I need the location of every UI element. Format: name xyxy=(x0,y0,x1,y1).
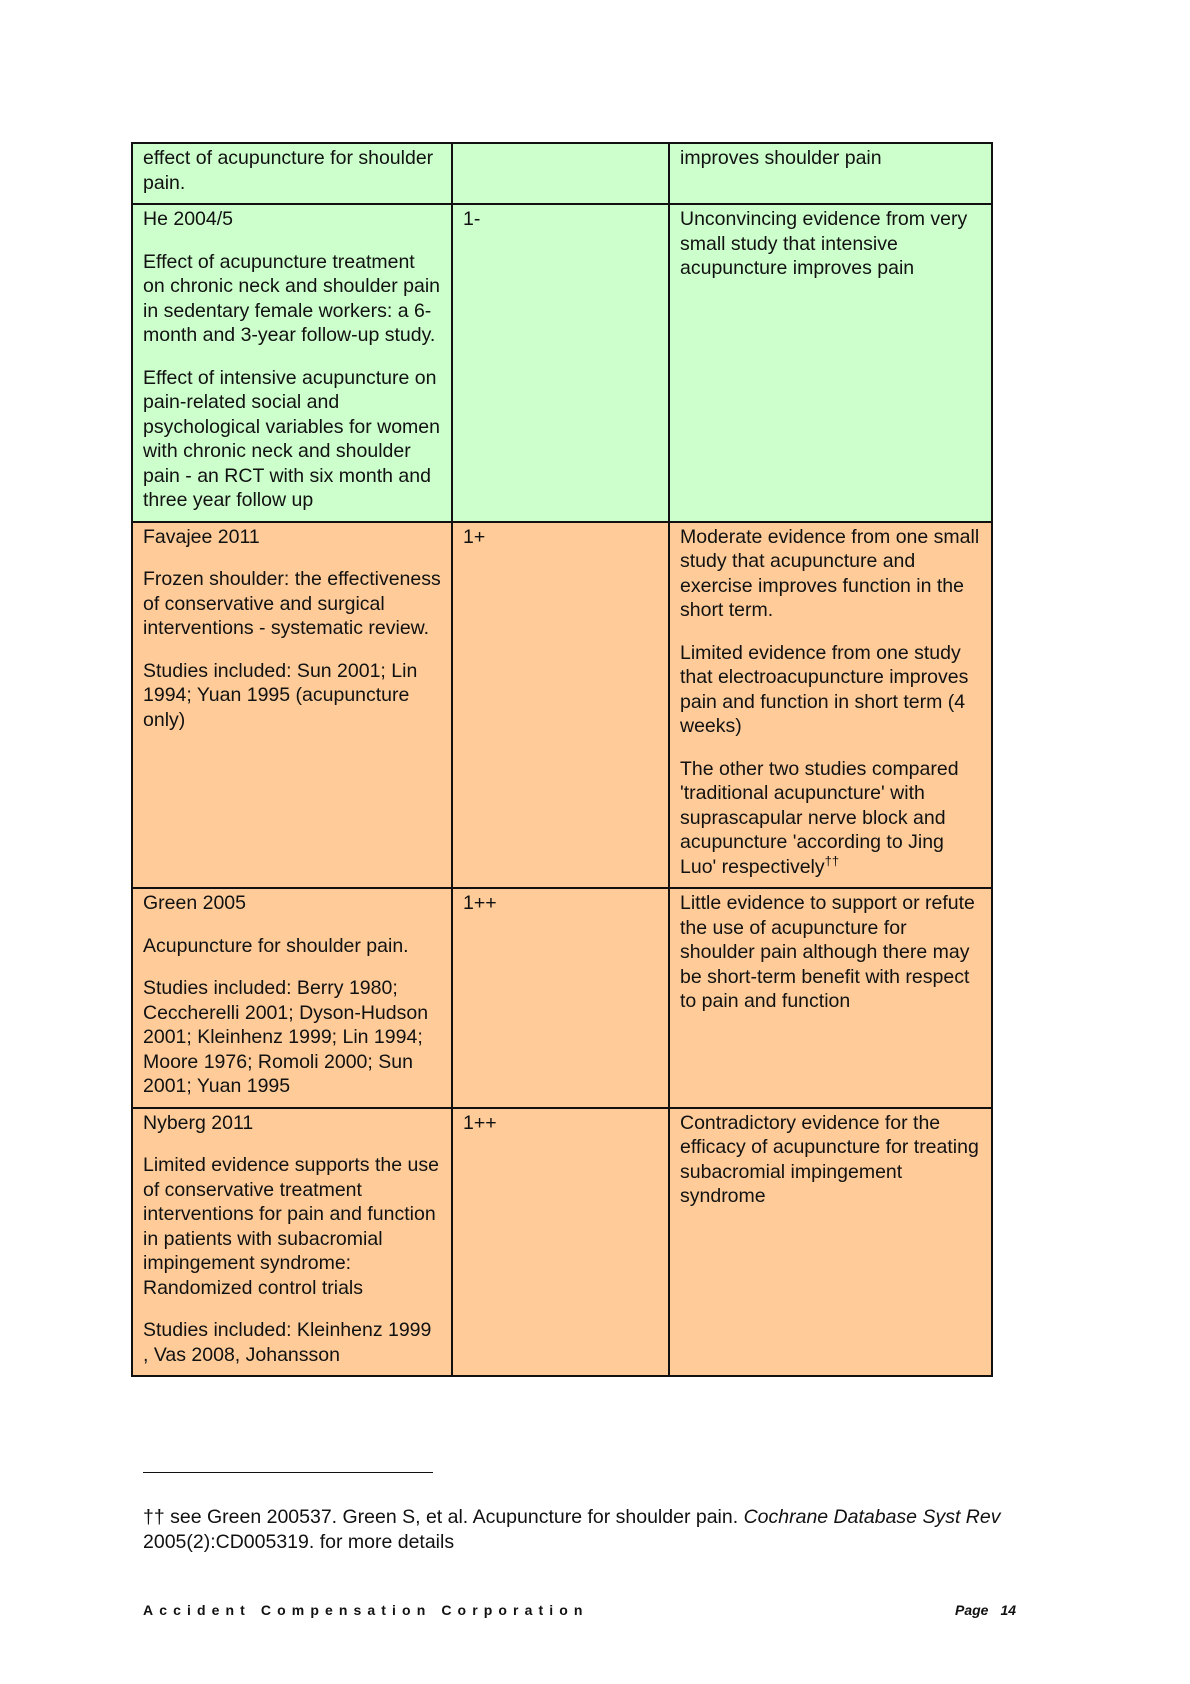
study-title: Nyberg 2011 xyxy=(143,1111,254,1134)
findings-cell xyxy=(669,143,992,204)
study-cell xyxy=(132,888,452,1108)
evidence-level: 1++ xyxy=(463,892,497,914)
table-row xyxy=(132,1108,992,1377)
evidence-level: 1+ xyxy=(463,525,486,548)
evidence-level-cell xyxy=(452,522,669,889)
findings-text: Little evidence to support or refute the use of acupuncture for shoulder pain although there may be short-term benefit with respect to pain and function xyxy=(680,892,975,1012)
evidence-level: 1++ xyxy=(463,1111,497,1134)
findings-cell xyxy=(669,888,992,1108)
study-text: effect of acupuncture for shoulder pain. xyxy=(143,147,434,194)
findings-text-span: The other two studies compared 'traditional acupuncture' with suprascapular nerve block and acupuncture 'according to Jing Luo' respectively xyxy=(680,757,959,878)
footnote-journal: Cochrane Database Syst Rev xyxy=(743,1506,1001,1528)
findings-text: improves shoulder pain xyxy=(680,147,882,169)
findings-cell xyxy=(669,204,992,522)
page-number xyxy=(955,1602,1016,1618)
evidence-level-cell xyxy=(452,204,669,522)
table-row xyxy=(132,143,992,204)
study-title: Favajee 2011 xyxy=(143,525,260,548)
study-text: Studies included: Berry 1980; Ceccherelli 2001; Dyson-Hudson 2001; Kleinhenz 1999; Lin 1994; Moore 1976; Romoli 2000; Sun 2001; Yuan 1995 xyxy=(143,977,429,1097)
study-text: Studies included: Kleinhenz 1999 , Vas 2008, Johansson xyxy=(143,1319,432,1366)
evidence-table xyxy=(131,142,993,1377)
footnote-reference[interactable]: †† xyxy=(824,853,840,868)
footnote-text-end: 2005(2):CD005319. for more details xyxy=(143,1531,455,1553)
footnote-mark: †† xyxy=(143,1506,165,1528)
table-row xyxy=(132,522,992,889)
findings-text xyxy=(680,757,981,880)
evidence-level-cell xyxy=(452,888,669,1108)
evidence-level: 1- xyxy=(463,208,481,230)
findings-text: Contradictory evidence for the efficacy of acupuncture for treating subacromial impingement syndrome xyxy=(680,1111,979,1207)
table-row xyxy=(132,204,992,522)
findings-text: Unconvincing evidence from very small study that intensive acupuncture improves pain xyxy=(680,208,968,279)
table-row xyxy=(132,888,992,1108)
study-text: Studies included: Sun 2001; Lin 1994; Yuan 1995 (acupuncture only) xyxy=(143,659,418,731)
study-text: Limited evidence supports the use of conservative treatment interventions for pain and function in patients with subacromial impingement syndrome: Randomized control trials xyxy=(143,1154,439,1299)
study-title: He 2004/5 xyxy=(143,208,233,230)
study-text: Effect of acupuncture treatment on chronic neck and shoulder pain in sedentary female workers: a 6-month and 3-year follow-up study. xyxy=(143,250,441,346)
study-text: Effect of intensive acupuncture on pain-related social and psychological variables for women with chronic neck and shoulder pain - an RCT with six month and three year follow up xyxy=(143,366,440,511)
findings-text: Moderate evidence from one small study that acupuncture and exercise improves function in the short term. xyxy=(680,525,980,621)
study-cell xyxy=(132,204,452,522)
study-text: Frozen shoulder: the effectiveness of conservative and surgical interventions - systematic review. xyxy=(143,568,441,639)
findings-cell xyxy=(669,522,992,889)
study-title: Green 2005 xyxy=(143,892,246,914)
evidence-level-cell xyxy=(452,1108,669,1377)
findings-text: Limited evidence from one study that electroacupuncture improves pain and function in short term (4 weeks) xyxy=(680,641,969,737)
footer-organisation: Accident Compensation Corporation xyxy=(143,1602,589,1618)
page-number-value: 14 xyxy=(1000,1602,1017,1618)
footnote xyxy=(143,1505,1063,1555)
findings-cell xyxy=(669,1108,992,1377)
study-cell xyxy=(132,522,452,889)
footnote-divider xyxy=(143,1472,433,1473)
page-label: Page xyxy=(955,1602,989,1618)
footnote-text: see Green 200537. Green S, et al. Acupuncture for shoulder pain. xyxy=(164,1506,744,1528)
study-cell xyxy=(132,143,452,204)
evidence-level-cell xyxy=(452,143,669,204)
study-text: Acupuncture for shoulder pain. xyxy=(143,934,409,957)
study-cell xyxy=(132,1108,452,1377)
